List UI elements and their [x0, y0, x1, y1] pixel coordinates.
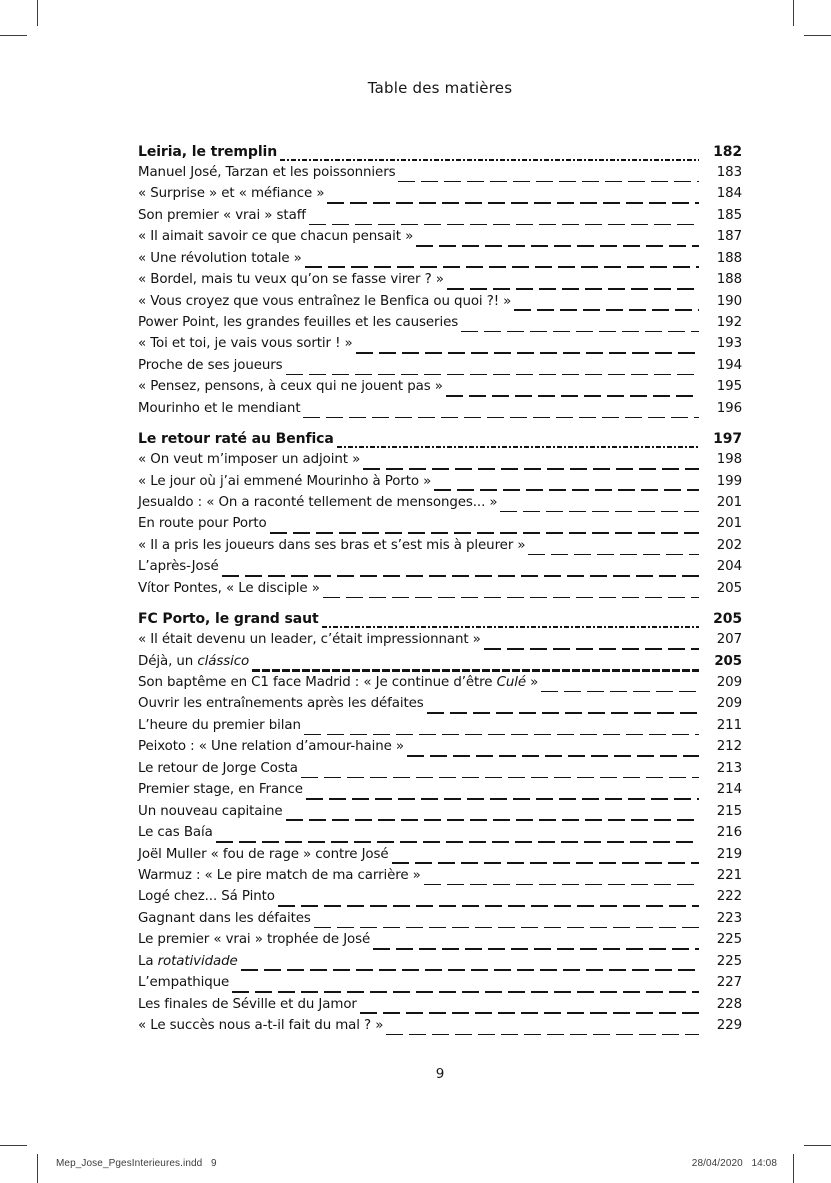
toc-page-number: 205: [713, 610, 742, 627]
toc-entry-title: Le retour de Jorge Costa: [138, 760, 298, 776]
dotted-leader: [446, 379, 699, 400]
toc-page-number: 201: [716, 516, 742, 532]
dotted-leader: [309, 208, 699, 229]
toc-page-number: 207: [716, 632, 742, 648]
toc-entry: [138, 251, 742, 272]
toc-entry-title: Un nouveau capitaine: [138, 803, 283, 819]
toc-entry-title: Peixoto : « Une relation d’amour-haine »: [138, 739, 404, 755]
toc-entry: [138, 294, 742, 315]
dotted-leader: [232, 975, 699, 996]
toc-page-number: 216: [716, 825, 742, 841]
toc-entry-title: Proche de ses joueurs: [138, 357, 283, 373]
toc-entry: [138, 632, 742, 653]
toc-page-number: 188: [716, 250, 742, 266]
toc-entry: [138, 761, 742, 782]
toc-entry: [138, 975, 742, 996]
toc-page-number: 196: [716, 400, 742, 416]
toc-page-number: 209: [716, 675, 742, 690]
dotted-leader: [305, 251, 699, 272]
toc-entry-title: Son premier « vrai » staff: [138, 207, 306, 223]
toc-entry-title: « Une révolution totale »: [138, 250, 302, 266]
dotted-leader: [322, 611, 699, 632]
toc-entry: [138, 782, 742, 803]
toc-entry: [138, 186, 742, 207]
toc-page-number: 205: [714, 653, 742, 669]
dotted-leader: [241, 954, 699, 975]
toc-page-number: 201: [716, 495, 742, 510]
toc-page-number: 228: [716, 996, 742, 1012]
slug-filename: Mep_Jose_PgesInterieures.indd 9: [56, 1158, 217, 1169]
toc-entry-title: En route pour Porto: [138, 516, 267, 532]
dotted-leader: [278, 889, 699, 910]
toc-entry: [138, 452, 742, 473]
crop-mark-top-right-horizontal: [804, 35, 831, 36]
toc-entry: [138, 495, 742, 516]
toc-page-number: 223: [716, 910, 742, 926]
crop-mark-top-left-vertical: [37, 0, 38, 26]
folio-page-number: 9: [435, 1066, 445, 1082]
toc-entry: [138, 739, 742, 760]
toc-entry: [138, 379, 742, 400]
toc-entry: [138, 538, 742, 559]
crop-mark-top-right-vertical: [793, 0, 794, 26]
toc-page-number: 182: [713, 143, 742, 160]
toc-entry: [138, 675, 742, 696]
dotted-leader: [398, 165, 699, 186]
toc-entry-title: Les finales de Séville et du Jamor: [138, 996, 357, 1012]
toc-entry-title: Gagnant dans les défaites: [138, 910, 311, 926]
toc-entry-title: Premier stage, en France: [138, 782, 303, 798]
toc-entry-title: Le retour raté au Benfica: [138, 430, 334, 447]
dotted-leader: [386, 1018, 699, 1039]
dotted-leader: [484, 632, 699, 653]
dotted-leader: [541, 675, 699, 696]
toc-entry: [138, 208, 742, 229]
toc-entry: [138, 229, 742, 250]
toc-page-number: 190: [716, 293, 742, 309]
toc-entry: [138, 272, 742, 293]
toc-page-number: 193: [716, 336, 742, 352]
toc-page-number: 194: [716, 357, 742, 373]
toc-page-number: 205: [716, 580, 742, 596]
toc-entry-title: « Bordel, mais tu veux qu’on se fasse virer ? »: [138, 272, 444, 288]
toc-entry: [138, 718, 742, 739]
toc-entry-title: « Il aimait savoir ce que chacun pensait »: [138, 229, 414, 245]
dotted-leader: [286, 804, 699, 825]
toc-entry: [138, 954, 742, 975]
toc-entry-title: L’empathique: [138, 975, 230, 991]
dotted-leader: [337, 431, 699, 452]
toc-page-number: 221: [716, 867, 742, 883]
toc-entry-title: « Il a pris les joueurs dans ses bras et s’est mis à pleurer »: [138, 537, 526, 553]
dotted-leader: [327, 186, 699, 207]
dotted-leader: [252, 654, 699, 675]
dotted-leader: [286, 358, 699, 379]
toc-entry-title: Ouvrir les entraînements après les défaites: [138, 696, 424, 712]
table-of-contents: [138, 135, 742, 1039]
dotted-leader: [407, 739, 699, 760]
crop-mark-bottom-left-vertical: [37, 1154, 38, 1183]
dotted-leader: [416, 229, 699, 250]
toc-entry: [138, 696, 742, 717]
dotted-leader: [314, 911, 699, 932]
toc-entry: [138, 804, 742, 825]
dotted-leader: [528, 538, 699, 559]
dotted-leader: [434, 474, 699, 495]
dotted-leader: [303, 401, 699, 422]
toc-entry: [138, 516, 742, 537]
toc-entry: [138, 165, 742, 186]
dotted-leader: [392, 847, 699, 868]
toc-entry-title: Manuel José, Tarzan et les poissonniers: [138, 164, 396, 180]
toc-entry: [138, 1018, 742, 1039]
page-title: Table des matières: [367, 79, 513, 97]
toc-page-number: 199: [716, 473, 742, 489]
toc-page-number: 227: [716, 975, 742, 991]
toc-page-number: 222: [716, 889, 742, 905]
dotted-leader: [323, 581, 699, 602]
toc-page-number: 225: [716, 953, 742, 969]
toc-page-number: 183: [716, 164, 742, 180]
toc-entry-title: Mourinho et le mendiant: [138, 400, 301, 416]
crop-mark-bottom-left-horizontal: [0, 1145, 27, 1146]
toc-section-header: [138, 431, 742, 452]
dotted-leader: [373, 932, 699, 953]
slug-datetime: 28/04/2020 14:08: [691, 1158, 777, 1169]
dotted-leader: [360, 997, 699, 1018]
dotted-leader: [304, 718, 699, 739]
toc-entry-title: « Vous croyez que vous entraînez le Benfica ou quoi ?! »: [138, 293, 512, 309]
toc-entry-title: « Il était devenu un leader, c’était impressionnant »: [138, 632, 481, 648]
dotted-leader: [427, 696, 699, 717]
toc-entry: [138, 932, 742, 953]
toc-page-number: 197: [713, 430, 742, 447]
toc-entry: [138, 559, 742, 580]
toc-entry: [138, 654, 742, 675]
toc-entry-title: « Le jour où j’ai emmené Mourinho à Porto »: [138, 473, 432, 489]
dotted-leader: [363, 452, 699, 473]
dotted-leader: [514, 294, 699, 315]
toc-section-header: [138, 611, 742, 632]
toc-page-number: 209: [716, 696, 742, 712]
toc-entry: [138, 336, 742, 357]
toc-entry: [138, 847, 742, 868]
toc-page-number: 188: [716, 272, 742, 288]
toc-page-number: 214: [716, 782, 742, 798]
dotted-leader: [356, 336, 699, 357]
toc-page-number: 202: [716, 537, 742, 553]
toc-entry: [138, 911, 742, 932]
toc-entry-title: Joël Muller « fou de rage » contre José: [138, 846, 389, 862]
toc-page-number: 211: [716, 717, 742, 733]
toc-page-number: 198: [716, 452, 742, 468]
toc-entry: [138, 474, 742, 495]
toc-entry-title: Son baptême en C1 face Madrid : « Je continue d’être Culé »: [138, 675, 539, 690]
toc-entry-title: Power Point, les grandes feuilles et les causeries: [138, 315, 459, 330]
dotted-leader: [461, 315, 699, 336]
toc-entry: [138, 997, 742, 1018]
toc-entry-title: Jesualdo : « On a raconté tellement de mensonges... »: [138, 495, 498, 510]
toc-page-number: 215: [716, 803, 742, 819]
toc-page-number: 195: [716, 379, 742, 395]
toc-page-number: 192: [716, 315, 742, 330]
toc-entry-title: La rotatividade: [138, 953, 238, 969]
toc-entry-title: Logé chez... Sá Pinto: [138, 889, 275, 905]
toc-entry-title: Leiria, le tremplin: [138, 143, 278, 160]
toc-entry-title: « On veut m’imposer un adjoint »: [138, 452, 361, 468]
toc-entry-title: FC Porto, le grand saut: [138, 610, 319, 627]
toc-entry: [138, 889, 742, 910]
toc-page-number: 185: [716, 207, 742, 223]
dotted-leader: [500, 495, 699, 516]
toc-entry-title: Le premier « vrai » trophée de José: [138, 932, 371, 948]
dotted-leader: [301, 761, 699, 782]
toc-page-number: 219: [716, 846, 742, 862]
toc-entry: [138, 358, 742, 379]
crop-mark-top-left-horizontal: [0, 35, 27, 36]
toc-page-number: 213: [716, 760, 742, 776]
toc-entry-title: L’heure du premier bilan: [138, 717, 301, 733]
dotted-leader: [280, 144, 699, 165]
crop-mark-bottom-right-vertical: [793, 1154, 794, 1183]
toc-page-number: 225: [716, 932, 742, 948]
toc-page-number: 204: [716, 559, 742, 575]
toc-entry: [138, 825, 742, 846]
dotted-leader: [424, 868, 699, 889]
dotted-leader: [447, 272, 699, 293]
toc-entry-title: « Toi et toi, je vais vous sortir ! »: [138, 336, 353, 352]
toc-entry-title: L’après-José: [138, 559, 219, 575]
dotted-leader: [216, 825, 699, 846]
toc-entry-title: « Le succès nous a-t-il fait du mal ? »: [138, 1018, 384, 1033]
dotted-leader: [222, 559, 699, 580]
toc-entry-title: « Surprise » et « méfiance »: [138, 186, 325, 202]
toc-entry-title: Warmuz : « Le pire match de ma carrière »: [138, 867, 421, 883]
toc-page-number: 187: [716, 229, 742, 245]
toc-entry: [138, 581, 742, 602]
toc-page-number: 229: [716, 1018, 742, 1033]
dotted-leader: [306, 782, 699, 803]
toc-page-number: 212: [716, 739, 742, 755]
toc-entry: [138, 315, 742, 336]
crop-mark-bottom-right-horizontal: [804, 1145, 831, 1146]
toc-entry: [138, 401, 742, 422]
toc-entry: [138, 868, 742, 889]
toc-page-number: 184: [716, 186, 742, 202]
toc-section-header: [138, 144, 742, 165]
dotted-leader: [270, 516, 699, 537]
toc-entry-title: Vítor Pontes, « Le disciple »: [138, 580, 320, 596]
toc-entry-title: Le cas Baía: [138, 825, 213, 841]
toc-entry-title: Déjà, un clássico: [138, 653, 250, 669]
toc-entry-title: « Pensez, pensons, à ceux qui ne jouent pas »: [138, 379, 443, 395]
